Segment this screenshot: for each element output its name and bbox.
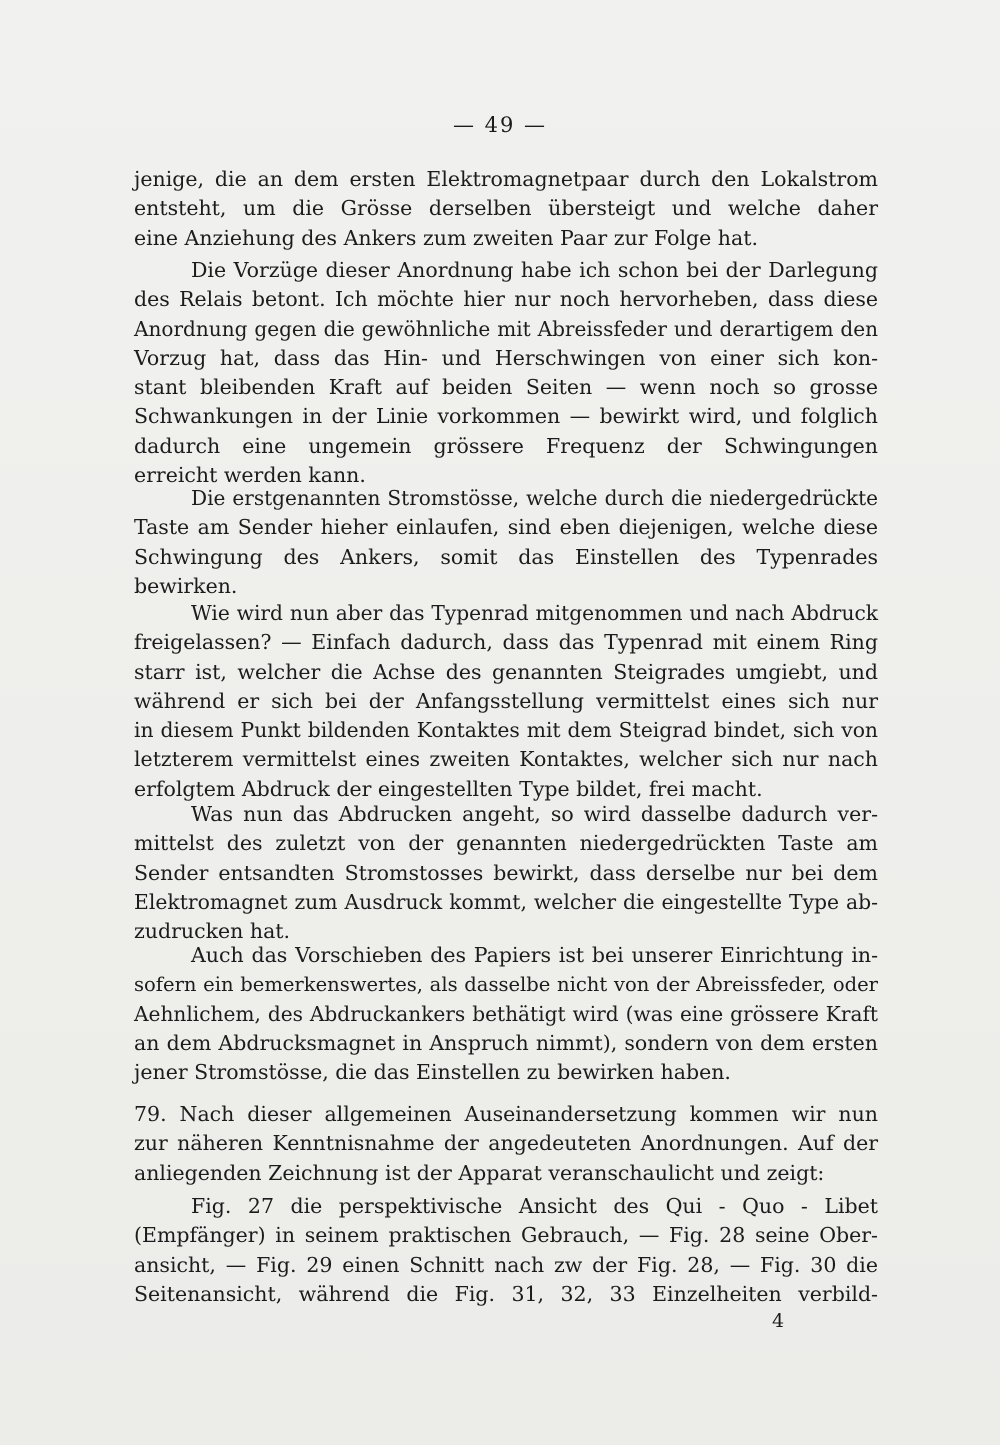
signature-mark: 4 <box>772 1310 785 1332</box>
paragraph-4 <box>134 800 878 946</box>
text-line: Schwankungen in der Linie vorkommen — bewirkt wird, und folglich <box>134 404 878 429</box>
text-line: Fig. 27 die perspektivische Ansicht des Qui - Quo - Libet <box>191 1194 878 1218</box>
text-line: des Relais betont. Ich möchte hier nur noch hervorheben, dass diese <box>134 287 878 312</box>
page-number: — 49 — <box>452 113 548 137</box>
text-line: entsteht, um die Grösse derselben übersteigt und welche daher <box>134 196 878 221</box>
text-line: starr ist, welcher die Achse des genannten Steigrades umgiebt, und <box>134 659 878 684</box>
text-line: Schwingung des Ankers, somit das Einstellen des Typenrades <box>134 544 878 569</box>
text-line: während er sich bei der Anfangsstellung vermittelst eines sich nur <box>134 688 878 713</box>
text-line: 79. Nach dieser allgemeinen Auseinandersetzung kommen wir nun <box>134 1102 878 1126</box>
paragraph-0 <box>134 165 878 253</box>
text-line: Vorzug hat, dass das Hin- und Herschwingen von einer sich kon- <box>134 345 878 370</box>
text-line: zur näheren Kenntnisnahme der angedeuteten Anordnungen. Auf der <box>134 1131 878 1156</box>
text-line: Taste am Sender hieher einlaufen, sind eben diejenigen, welche diese <box>134 515 878 540</box>
paragraph-3 <box>134 599 878 804</box>
text-line: Die Vorzüge dieser Anordnung habe ich schon bei der Darlegung <box>191 258 878 282</box>
text-line: Anordnung gegen die gewöhnliche mit Abreissfeder und derartigem den <box>134 316 878 341</box>
paragraph-5 <box>134 941 878 1087</box>
text-line: stant bleibenden Kraft auf beiden Seiten — wenn noch so grosse <box>134 375 878 400</box>
paragraph-figures <box>134 1192 878 1309</box>
text-line: in diesem Punkt bildenden Kontaktes mit dem Steigrad bindet, sich von <box>134 718 878 743</box>
text-line: Sender entsandten Stromstosses bewirkt, dass derselbe nur bei dem <box>134 860 878 885</box>
text-line: freigelassen? — Einfach dadurch, dass das Typenrad mit einem Ring <box>134 630 878 655</box>
text-line: Elektromagnet zum Ausdruck kommt, welcher die eingestellte Type ab- <box>134 889 878 914</box>
text-line: Die erstgenannten Stromstösse, welche durch die niedergedrückte <box>191 486 878 510</box>
paragraph-1 <box>134 256 878 490</box>
text-line: erreicht werden kann. <box>134 463 366 488</box>
text-line: an dem Abdrucksmagnet in Anspruch nimmt), sondern von dem ersten <box>134 1030 878 1055</box>
text-line: jenige, die an dem ersten Elektromagnetpaar durch den Lokalstrom <box>134 167 878 191</box>
text-line: erfolgtem Abdruck der eingestellten Type bildet, frei macht. <box>134 776 763 801</box>
text-line: mittelst des zuletzt von der genannten niedergedrückten Taste am <box>134 831 878 856</box>
text-line: eine Anziehung des Ankers zum zweiten Paar zur Folge hat. <box>134 225 758 250</box>
text-line: jener Stromstösse, die das Einstellen zu bewirken haben. <box>134 1060 731 1085</box>
text-line: Seitenansicht, während die Fig. 31, 32, 33 Einzelheiten verbild- <box>134 1281 878 1306</box>
text-line: Auch das Vorschieben des Papiers ist bei unserer Einrichtung in- <box>191 943 878 967</box>
text-line: dadurch eine ungemein grössere Frequenz der Schwingungen <box>134 433 878 458</box>
text-line: (Empfänger) in seinem praktischen Gebrauch, — Fig. 28 seine Ober- <box>134 1223 878 1248</box>
text-line: letzterem vermittelst eines zweiten Kontaktes, welcher sich nur nach <box>134 747 878 772</box>
text-line: Aehnlichem, des Abdruckankers bethätigt wird (was eine grössere Kraft <box>134 1001 878 1026</box>
text-line: zudrucken hat. <box>134 919 291 944</box>
text-line: ansicht, — Fig. 29 einen Schnitt nach zw der Fig. 28, — Fig. 30 die <box>134 1252 878 1277</box>
paragraph-2 <box>134 484 878 601</box>
text-line: Was nun das Abdrucken angeht, so wird dasselbe dadurch ver- <box>191 802 878 826</box>
section-79 <box>134 1100 878 1188</box>
text-line: anliegenden Zeichnung ist der Apparat veranschaulicht und zeigt: <box>134 1160 825 1185</box>
text-line: bewirken. <box>134 573 238 598</box>
text-line: sofern ein bemerkenswertes, als dasselbe nicht von der Abreissfeder, oder <box>134 973 878 997</box>
text-line: Wie wird nun aber das Typenrad mitgenommen und nach Abdruck <box>191 601 878 625</box>
